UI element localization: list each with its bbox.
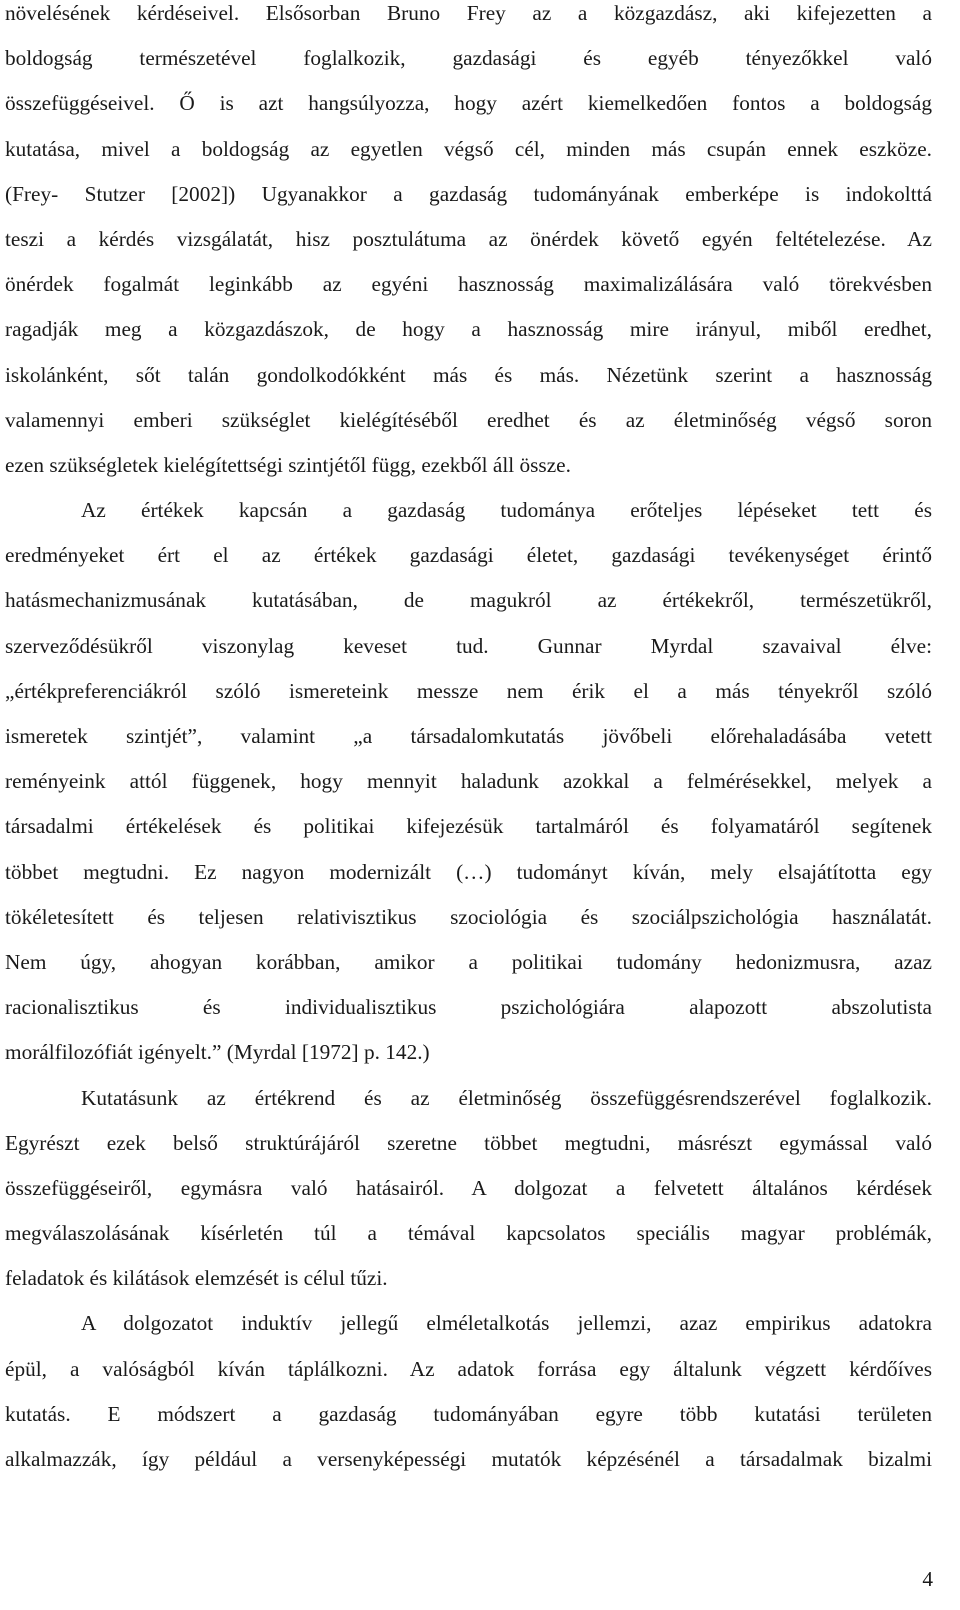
text-line: eredményeket ért el az értékek gazdasági életet, gazdasági tevékenységet érintő — [5, 543, 932, 568]
text-line: „értékpreferenciákról szóló ismereteink messze nem érik el a más tényekről szóló — [5, 678, 932, 703]
text-line: A dolgozatot induktív jellegű elméletalkotás jellemzi, azaz empirikus adatokra — [81, 1311, 932, 1336]
document-page — [5, 0, 932, 1491]
text-line: társadalmi értékelések és politikai kifejezésük tartalmáról és folyamatáról segítenek — [5, 814, 932, 839]
paragraph — [5, 1085, 932, 1311]
paragraph — [5, 0, 932, 497]
text-line: összefüggéseivel. Ő is azt hangsúlyozza, hogy azért kiemelkedően fontos a boldogság — [5, 91, 932, 116]
paragraph — [5, 1310, 932, 1491]
text-line: szerveződésükről viszonylag keveset tud. Gunnar Myrdal szavaival élve: — [5, 633, 932, 658]
text-line: racionalisztikus és individualisztikus pszichológiára alapozott abszolutista — [5, 995, 932, 1020]
text-line: Egyrészt ezek belső struktúrájáról szeretne többet megtudni, másrészt egymással való — [5, 1130, 932, 1155]
text-line: tökéletesített és teljesen relativisztikus szociológia és szociálpszichológia használatát. — [5, 904, 932, 929]
text-line: iskolánként, sőt talán gondolkodókként más és más. Nézetünk szerint a hasznosság — [5, 362, 932, 387]
text-line: alkalmazzák, így például a versenyképességi mutatók képzésénél a társadalmak bizalmi — [5, 1447, 932, 1471]
text-line: kutatása, mivel a boldogság az egyetlen végső cél, minden más csupán ennek eszköze. — [5, 136, 932, 161]
text-line: kutatás. E módszert a gazdaság tudományában egyre több kutatási területen — [5, 1401, 932, 1426]
text-line: összefüggéseiről, egymásra való hatásairól. A dolgozat a felvetett általános kérdések — [5, 1175, 932, 1200]
text-line: ragadják meg a közgazdászok, de hogy a hasznosság mire irányul, miből eredhet, — [5, 317, 932, 342]
text-line: boldogság természetével foglalkozik, gazdasági és egyéb tényezőkkel való — [5, 46, 932, 71]
text-line: (Frey- Stutzer [2002]) Ugyanakkor a gazdaság tudományának emberképe is indokolttá — [5, 181, 932, 206]
text-line: megválaszolásának kísérletén túl a témával kapcsolatos speciális magyar problémák, — [5, 1221, 932, 1246]
text-line: Az értékek kapcsán a gazdaság tudománya erőteljes lépéseket tett és — [81, 498, 932, 523]
text-line: morálfilozófiát igényelt.” (Myrdal [1972] p. 142.) — [5, 1040, 430, 1065]
text-line: többet megtudni. Ez nagyon modernizált (…) tudományt kíván, mely elsajátította egy — [5, 859, 932, 884]
text-line: hatásmechanizmusának kutatásában, de magukról az értékekről, természetükről, — [5, 588, 932, 613]
body-text — [5, 0, 932, 1491]
text-line: valamennyi emberi szükséglet kielégítéséből eredhet és az életminőség végső soron — [5, 407, 932, 432]
text-line: önérdek fogalmát leginkább az egyéni hasznosság maximalizálására való törekvésben — [5, 272, 932, 297]
page-number: 4 — [922, 1567, 933, 1591]
text-line: teszi a kérdés vizsgálatát, hisz posztulátuma az önérdek követő egyén feltételezése. Az — [5, 226, 932, 251]
text-line: épül, a valóságból kíván táplálkozni. Az adatok forrása egy általunk végzett kérdőíves — [5, 1356, 932, 1381]
text-line: ezen szükségletek kielégítettségi szintjétől függ, ezekből áll össze. — [5, 452, 571, 477]
text-line: növelésének kérdéseivel. Elsősorban Bruno Frey az a közgazdász, aki kifejezetten a — [5, 1, 932, 25]
text-line: Nem úgy, ahogyan korábban, amikor a politikai tudomány hedonizmusra, azaz — [5, 949, 932, 974]
text-line: Kutatásunk az értékrend és az életminőség összefüggésrendszerével foglalkozik. — [81, 1085, 932, 1110]
text-line: ismeretek szintjét”, valamint „a társadalomkutatás jövőbeli előrehaladásába vetett — [5, 724, 932, 748]
paragraph — [5, 497, 932, 1084]
text-line: reményeink attól függenek, hogy mennyit haladunk azokkal a felmérésekkel, melyek a — [5, 769, 932, 794]
text-line: feladatok és kilátások elemzését is célul tűzi. — [5, 1266, 388, 1291]
